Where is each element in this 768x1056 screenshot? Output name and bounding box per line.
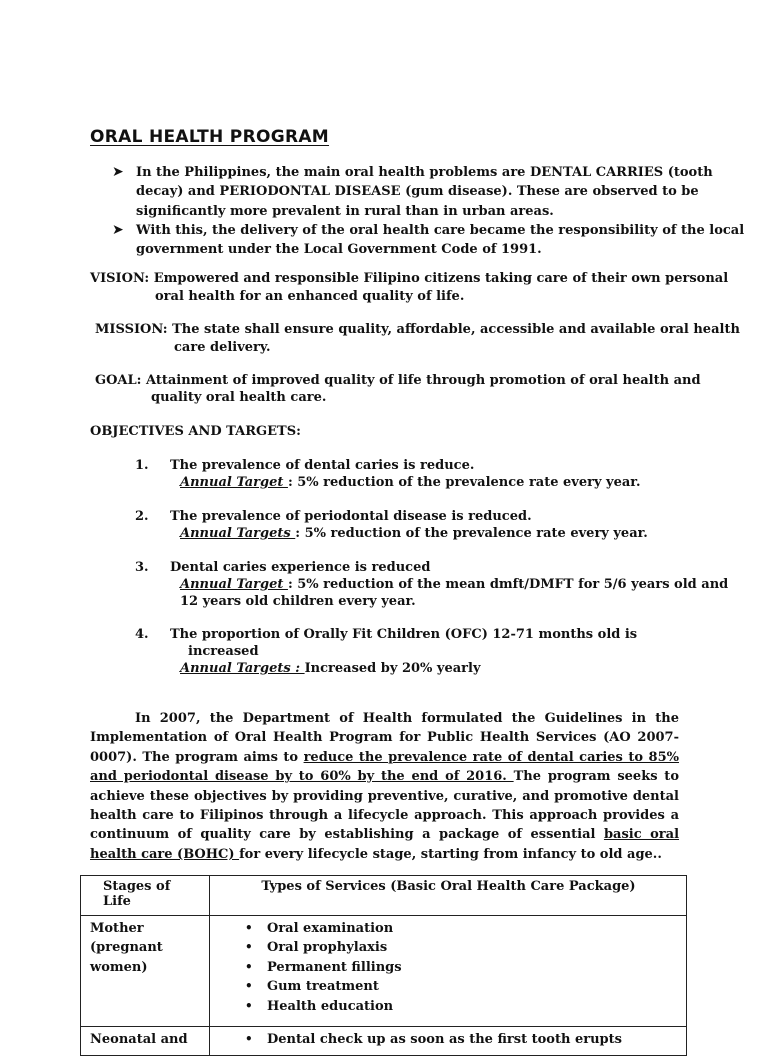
objectives-heading: OBJECTIVES AND TARGETS: bbox=[90, 424, 301, 439]
objective-target bbox=[180, 526, 648, 541]
stage-label: Mother (pregnant women) bbox=[90, 921, 163, 975]
list-item: • Dental check up as soon as the first tooth erupts bbox=[267, 1030, 678, 1049]
services-cell bbox=[210, 1027, 687, 1056]
bullet-line: With this, the delivery of the oral health care became the responsibility of the local bbox=[136, 223, 745, 238]
objective-target bbox=[180, 475, 641, 490]
target-label: Annual Target bbox=[180, 577, 288, 592]
target-text: Increased by 20% yearly bbox=[304, 661, 481, 676]
paragraph-underlined-bohc: basic oral health care (BOHC) bbox=[90, 827, 680, 862]
target-label: Annual Targets : bbox=[180, 661, 305, 676]
target-text: : 5% reduction of the prevalence rate every year. bbox=[295, 526, 648, 541]
stage-label: Neonatal and bbox=[90, 1032, 188, 1048]
services-table bbox=[80, 875, 687, 1056]
stage-cell bbox=[81, 1027, 210, 1056]
goal-line-1: GOAL: Attainment of improved quality of life through promotion of oral health and bbox=[95, 373, 701, 388]
table-header-row bbox=[81, 876, 687, 916]
bullet-line: In the Philippines, the main oral health problems are DENTAL CARRIES (tooth bbox=[136, 165, 713, 180]
paragraph-text: In 2007, the Department of Health formulated the Guidelines in the Implementation of Oral Health Program for Public Health Services (AO 2007-0007). The program aims to bbox=[90, 711, 679, 765]
paragraph-text: for every lifecycle stage, starting from infancy to old age.. bbox=[239, 846, 662, 862]
goal-line-2: quality oral health care. bbox=[151, 390, 327, 405]
list-item: • Oral examination bbox=[267, 919, 678, 938]
program-paragraph bbox=[90, 709, 679, 864]
objective-target-line-2: 12 years old children every year. bbox=[180, 594, 416, 609]
objective-text: Dental caries experience is reduced bbox=[170, 560, 431, 575]
target-text: : 5% reduction of the mean dmft/DMFT for 5/6 years old and bbox=[287, 577, 729, 592]
objective-target bbox=[180, 577, 728, 592]
services-list bbox=[219, 1030, 678, 1049]
paragraph-underlined-goal: reduce the prevalence rate of dental caries to 85% and periodontal disease by to 60% by the end of 2016. bbox=[90, 749, 679, 785]
paragraph-text: The program seeks to achieve these objectives by providing preventive, curative, and promotive dental health care to Filipinos through a lifecycle approach. This approach provides a continuum of quality care by establishing a package of essential bbox=[90, 769, 679, 843]
vision-line-2: oral health for an enhanced quality of life. bbox=[155, 289, 465, 304]
list-item: • Oral prophylaxis bbox=[267, 938, 678, 957]
target-text: : 5% reduction of the prevalence rate every year. bbox=[287, 475, 641, 490]
objective-text: The proportion of Orally Fit Children (OFC) 12-71 months old is bbox=[170, 627, 638, 642]
table-row bbox=[81, 1027, 687, 1056]
mission-line-2: care delivery. bbox=[174, 340, 271, 355]
arrow-bullet-icon: ➤ bbox=[112, 222, 124, 238]
list-item: • Health education bbox=[267, 997, 678, 1016]
mission-line-1: MISSION: The state shall ensure quality, affordable, accessible and available oral health bbox=[95, 322, 740, 337]
bullet-line: government under the Local Government Code of 1991. bbox=[136, 242, 542, 258]
objective-text: The prevalence of dental caries is reduce. bbox=[170, 458, 475, 473]
objective-text: The prevalence of periodontal disease is reduced. bbox=[170, 509, 532, 524]
objective-number: 2. bbox=[135, 509, 149, 524]
page-title: ORAL HEALTH PROGRAM bbox=[90, 127, 330, 147]
target-label: Annual Targets bbox=[180, 526, 296, 541]
services-list bbox=[219, 919, 678, 1016]
table-row bbox=[81, 916, 687, 1027]
objective-target bbox=[180, 661, 481, 676]
services-cell bbox=[210, 916, 687, 1027]
table-header-cell: Stages of Life bbox=[81, 876, 210, 916]
list-item: • Permanent fillings bbox=[267, 958, 678, 977]
stage-cell bbox=[81, 916, 210, 1027]
target-label: Annual Target bbox=[180, 475, 288, 490]
table-header-cell: Types of Services (Basic Oral Health Care Package) bbox=[210, 876, 687, 916]
vision-line-1: VISION: Empowered and responsible Filipino citizens taking care of their own personal bbox=[90, 271, 729, 286]
list-item: • Gum treatment bbox=[267, 977, 678, 996]
bullet-line: significantly more prevalent in rural than in urban areas. bbox=[136, 203, 554, 219]
objective-number: 3. bbox=[135, 560, 149, 575]
arrow-bullet-icon: ➤ bbox=[112, 164, 124, 180]
objective-number: 4. bbox=[135, 627, 149, 642]
objective-text-line-2: increased bbox=[188, 644, 259, 659]
bullet-line: decay) and PERIODONTAL DISEASE (gum disease). These are observed to be bbox=[136, 184, 699, 200]
objective-number: 1. bbox=[135, 458, 149, 473]
